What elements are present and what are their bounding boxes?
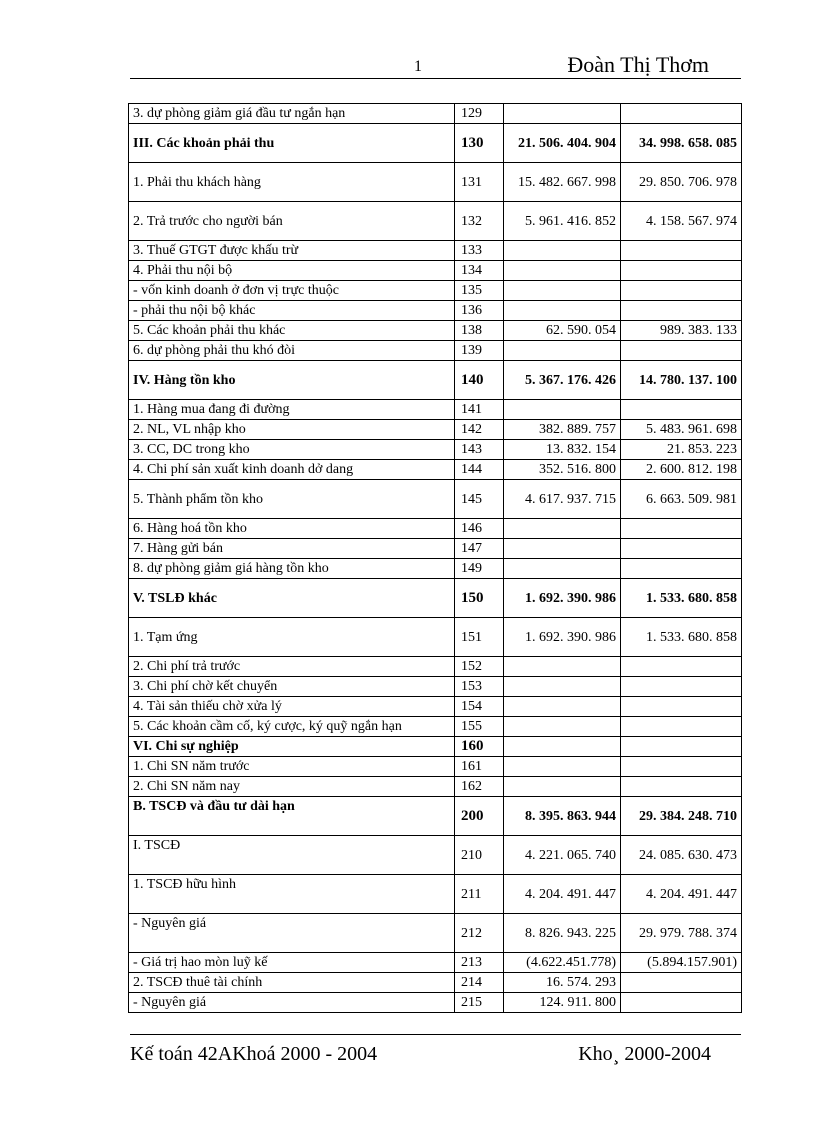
row-code-cell: 130 [455, 124, 504, 163]
row-value-end-cell: 29. 979. 788. 374 [621, 914, 742, 953]
table-row [129, 519, 742, 539]
row-name-cell: 2. Trả trước cho người bán [129, 202, 455, 241]
row-value-end-cell [621, 400, 742, 420]
row-name-cell: 5. Các khoản phải thu khác [129, 321, 455, 341]
row-value-begin-cell: 1. 692. 390. 986 [504, 618, 621, 657]
row-value-end-cell [621, 677, 742, 697]
row-code-cell: 151 [455, 618, 504, 657]
balance-sheet-table [128, 103, 742, 1013]
row-code-cell: 144 [455, 460, 504, 480]
row-value-begin-cell: 5. 961. 416. 852 [504, 202, 621, 241]
row-value-begin-cell: 21. 506. 404. 904 [504, 124, 621, 163]
table-row [129, 993, 742, 1013]
row-code-cell: 138 [455, 321, 504, 341]
table-row [129, 460, 742, 480]
row-code-cell: 140 [455, 361, 504, 400]
row-value-end-cell: 21. 853. 223 [621, 440, 742, 460]
row-name-cell: IV. Hàng tồn kho [129, 361, 455, 400]
row-value-end-cell: 14. 780. 137. 100 [621, 361, 742, 400]
row-code-cell: 134 [455, 261, 504, 281]
row-value-begin-cell: (4.622.451.778) [504, 953, 621, 973]
row-value-end-cell: 4. 158. 567. 974 [621, 202, 742, 241]
row-value-begin-cell: 4. 204. 491. 447 [504, 875, 621, 914]
footer-year: Kho¸ 2000-2004 [578, 1043, 711, 1065]
row-name-cell: 2. TSCĐ thuê tài chính [129, 973, 455, 993]
row-value-end-cell [621, 261, 742, 281]
row-code-cell: 146 [455, 519, 504, 539]
row-value-end-cell: 29. 384. 248. 710 [621, 797, 742, 836]
row-code-cell: 136 [455, 301, 504, 321]
row-code-cell: 162 [455, 777, 504, 797]
row-name-cell: III. Các khoản phải thu [129, 124, 455, 163]
row-value-begin-cell [504, 697, 621, 717]
table-row [129, 677, 742, 697]
table-row [129, 875, 742, 914]
row-value-end-cell [621, 301, 742, 321]
row-value-end-cell [621, 757, 742, 777]
table-row [129, 657, 742, 677]
row-code-cell: 153 [455, 677, 504, 697]
table-row [129, 400, 742, 420]
row-code-cell: 211 [455, 875, 504, 914]
row-value-end-cell: 1. 533. 680. 858 [621, 618, 742, 657]
table-row [129, 420, 742, 440]
table-row [129, 777, 742, 797]
row-value-end-cell [621, 993, 742, 1013]
row-value-begin-cell: 15. 482. 667. 998 [504, 163, 621, 202]
row-name-cell: - Giá trị hao mòn luỹ kế [129, 953, 455, 973]
row-value-begin-cell: 382. 889. 757 [504, 420, 621, 440]
balance-sheet-body [129, 104, 742, 1013]
row-code-cell: 143 [455, 440, 504, 460]
table-row [129, 281, 742, 301]
row-name-cell: 3. Thuế GTGT được khấu trừ [129, 241, 455, 261]
row-code-cell: 135 [455, 281, 504, 301]
row-value-end-cell: 6. 663. 509. 981 [621, 480, 742, 519]
row-name-cell: 2. Chi phí trả trước [129, 657, 455, 677]
row-value-begin-cell: 8. 395. 863. 944 [504, 797, 621, 836]
page-footer [130, 1034, 741, 1065]
table-row [129, 579, 742, 618]
row-name-cell: I. TSCĐ [129, 836, 455, 875]
table-row [129, 104, 742, 124]
row-code-cell: 154 [455, 697, 504, 717]
row-value-end-cell: 1. 533. 680. 858 [621, 579, 742, 618]
row-value-begin-cell [504, 301, 621, 321]
row-value-end-cell [621, 104, 742, 124]
row-value-begin-cell: 16. 574. 293 [504, 973, 621, 993]
table-row [129, 163, 742, 202]
row-name-cell: 3. CC, DC trong kho [129, 440, 455, 460]
table-row [129, 361, 742, 400]
row-value-end-cell [621, 737, 742, 757]
table-row [129, 914, 742, 953]
row-code-cell: 215 [455, 993, 504, 1013]
row-value-begin-cell: 1. 692. 390. 986 [504, 579, 621, 618]
row-value-end-cell [621, 519, 742, 539]
row-value-end-cell [621, 973, 742, 993]
row-value-begin-cell: 4. 617. 937. 715 [504, 480, 621, 519]
row-name-cell: 5. Các khoản cầm cố, ký cược, ký quỹ ngắn hạn [129, 717, 455, 737]
table-row [129, 737, 742, 757]
table-row [129, 480, 742, 519]
table-row [129, 341, 742, 361]
table-row [129, 241, 742, 261]
row-value-end-cell [621, 281, 742, 301]
row-value-begin-cell: 4. 221. 065. 740 [504, 836, 621, 875]
row-value-end-cell: (5.894.157.901) [621, 953, 742, 973]
row-value-begin-cell [504, 519, 621, 539]
row-code-cell: 160 [455, 737, 504, 757]
row-value-end-cell [621, 341, 742, 361]
row-value-end-cell [621, 777, 742, 797]
row-name-cell: 4. Tài sản thiếu chờ xửa lý [129, 697, 455, 717]
row-name-cell: 2. Chi SN năm nay [129, 777, 455, 797]
row-code-cell: 129 [455, 104, 504, 124]
row-code-cell: 133 [455, 241, 504, 261]
row-value-begin-cell [504, 777, 621, 797]
row-code-cell: 139 [455, 341, 504, 361]
row-value-begin-cell: 8. 826. 943. 225 [504, 914, 621, 953]
row-name-cell: - vốn kinh doanh ở đơn vị trực thuộc [129, 281, 455, 301]
row-value-end-cell: 34. 998. 658. 085 [621, 124, 742, 163]
row-value-begin-cell [504, 757, 621, 777]
row-name-cell: 1. Chi SN năm trước [129, 757, 455, 777]
row-name-cell: - Nguyên giá [129, 914, 455, 953]
author-name: Đoàn Thị Thơm [567, 52, 709, 77]
row-value-begin-cell [504, 341, 621, 361]
row-name-cell: VI. Chi sự nghiệp [129, 737, 455, 757]
row-code-cell: 152 [455, 657, 504, 677]
row-name-cell: 4. Chi phí sản xuất kinh doanh dở dang [129, 460, 455, 480]
row-code-cell: 149 [455, 559, 504, 579]
row-value-begin-cell [504, 559, 621, 579]
row-code-cell: 142 [455, 420, 504, 440]
row-value-end-cell [621, 697, 742, 717]
row-name-cell: 6. dự phòng phải thu khó đòi [129, 341, 455, 361]
row-name-cell: 1. Tạm ứng [129, 618, 455, 657]
row-code-cell: 210 [455, 836, 504, 875]
row-name-cell: 7. Hàng gửi bán [129, 539, 455, 559]
row-name-cell: V. TSLĐ khác [129, 579, 455, 618]
table-row [129, 797, 742, 836]
row-value-end-cell [621, 241, 742, 261]
row-name-cell: B. TSCĐ và đầu tư dài hạn [129, 797, 455, 836]
row-value-begin-cell [504, 539, 621, 559]
row-value-end-cell: 29. 850. 706. 978 [621, 163, 742, 202]
row-code-cell: 147 [455, 539, 504, 559]
row-value-begin-cell: 352. 516. 800 [504, 460, 621, 480]
row-code-cell: 161 [455, 757, 504, 777]
table-row [129, 953, 742, 973]
table-row [129, 973, 742, 993]
row-code-cell: 200 [455, 797, 504, 836]
row-value-begin-cell [504, 657, 621, 677]
table-row [129, 124, 742, 163]
row-name-cell: 2. NL, VL nhập kho [129, 420, 455, 440]
row-code-cell: 132 [455, 202, 504, 241]
row-value-end-cell: 4. 204. 491. 447 [621, 875, 742, 914]
row-code-cell: 213 [455, 953, 504, 973]
table-row [129, 539, 742, 559]
table-row [129, 757, 742, 777]
row-value-begin-cell: 124. 911. 800 [504, 993, 621, 1013]
row-value-begin-cell [504, 104, 621, 124]
row-value-end-cell: 2. 600. 812. 198 [621, 460, 742, 480]
page-number: 1 [414, 58, 422, 75]
row-name-cell: 5. Thành phẩm tồn kho [129, 480, 455, 519]
page-header [130, 50, 741, 79]
row-name-cell: 3. dự phòng giảm giá đầu tư ngắn hạn [129, 104, 455, 124]
row-code-cell: 212 [455, 914, 504, 953]
row-value-begin-cell [504, 400, 621, 420]
table-row [129, 202, 742, 241]
table-row [129, 301, 742, 321]
row-value-begin-cell: 62. 590. 054 [504, 321, 621, 341]
row-value-end-cell [621, 657, 742, 677]
table-row [129, 717, 742, 737]
row-value-end-cell: 24. 085. 630. 473 [621, 836, 742, 875]
row-value-begin-cell [504, 261, 621, 281]
row-value-end-cell: 989. 383. 133 [621, 321, 742, 341]
row-name-cell: - Nguyên giá [129, 993, 455, 1013]
table-row [129, 836, 742, 875]
row-value-begin-cell [504, 737, 621, 757]
row-code-cell: 131 [455, 163, 504, 202]
table-row [129, 321, 742, 341]
row-code-cell: 150 [455, 579, 504, 618]
row-name-cell: 8. dự phòng giảm giá hàng tồn kho [129, 559, 455, 579]
row-name-cell: 1. Phải thu khách hàng [129, 163, 455, 202]
row-value-begin-cell [504, 717, 621, 737]
row-code-cell: 214 [455, 973, 504, 993]
row-value-end-cell [621, 539, 742, 559]
row-value-begin-cell [504, 241, 621, 261]
row-name-cell: 4. Phải thu nội bộ [129, 261, 455, 281]
table-row [129, 261, 742, 281]
row-code-cell: 141 [455, 400, 504, 420]
table-row [129, 440, 742, 460]
row-value-begin-cell: 5. 367. 176. 426 [504, 361, 621, 400]
row-name-cell: 6. Hàng hoá tồn kho [129, 519, 455, 539]
row-value-end-cell [621, 717, 742, 737]
row-name-cell: 1. TSCĐ hữu hình [129, 875, 455, 914]
row-code-cell: 155 [455, 717, 504, 737]
row-value-end-cell [621, 559, 742, 579]
row-value-begin-cell [504, 677, 621, 697]
row-code-cell: 145 [455, 480, 504, 519]
footer-course: Kế toán 42AKhoá 2000 - 2004 [130, 1043, 378, 1065]
table-row [129, 697, 742, 717]
row-value-end-cell: 5. 483. 961. 698 [621, 420, 742, 440]
row-name-cell: - phải thu nội bộ khác [129, 301, 455, 321]
row-value-begin-cell [504, 281, 621, 301]
row-name-cell: 1. Hàng mua đang đi đường [129, 400, 455, 420]
table-row [129, 618, 742, 657]
row-value-begin-cell: 13. 832. 154 [504, 440, 621, 460]
table-row [129, 559, 742, 579]
row-name-cell: 3. Chi phí chờ kết chuyển [129, 677, 455, 697]
